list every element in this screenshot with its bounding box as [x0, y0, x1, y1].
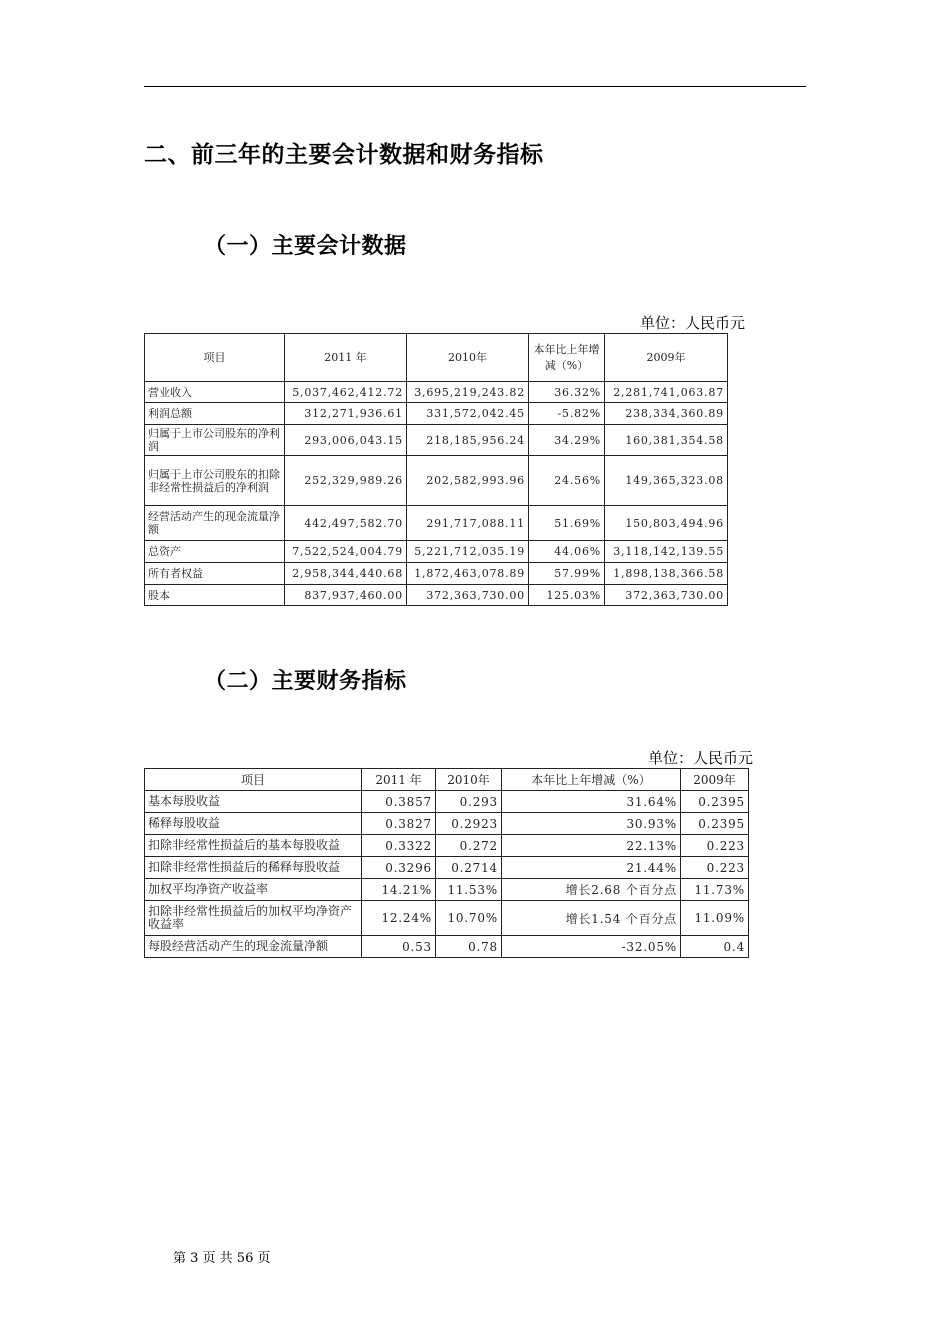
- cell: 0.3322: [362, 835, 436, 857]
- cell: 0.53: [362, 936, 436, 958]
- row-label: 基本每股收益: [145, 791, 362, 813]
- table-header-row: [145, 334, 728, 382]
- cell: 57.99%: [529, 563, 605, 585]
- cell: 12.24%: [362, 901, 436, 936]
- cell: 增长1.54 个百分点: [502, 901, 681, 936]
- cell: 372,363,730.00: [407, 585, 529, 606]
- header-2011: 2011 年: [362, 769, 436, 791]
- cell: 149,365,323.08: [605, 456, 728, 506]
- row-label: 归属于上市公司股东的扣除非经常性损益后的净利润: [145, 456, 285, 506]
- header-2010: 2010年: [407, 334, 529, 382]
- cell: 0.223: [681, 835, 749, 857]
- table-row: [145, 506, 728, 541]
- table-row: [145, 813, 749, 835]
- cell: -32.05%: [502, 936, 681, 958]
- row-label: 所有者权益: [145, 563, 285, 585]
- cell: 0.223: [681, 857, 749, 879]
- financial-indicators-table: [144, 768, 749, 958]
- table-row: [145, 901, 749, 936]
- table-row: [145, 585, 728, 606]
- cell: 252,329,989.26: [285, 456, 407, 506]
- cell: 51.69%: [529, 506, 605, 541]
- row-label: 利润总额: [145, 403, 285, 425]
- subsection-title-financial: （二）主要财务指标: [204, 669, 407, 694]
- cell: 0.4: [681, 936, 749, 958]
- cell: 增长2.68 个百分点: [502, 879, 681, 901]
- cell: -5.82%: [529, 403, 605, 425]
- row-label: 稀释每股收益: [145, 813, 362, 835]
- table-row: [145, 835, 749, 857]
- table-row: [145, 857, 749, 879]
- cell: 218,185,956.24: [407, 425, 529, 456]
- cell: 34.29%: [529, 425, 605, 456]
- cell: 14.21%: [362, 879, 436, 901]
- cell: 0.2395: [681, 791, 749, 813]
- row-label: 加权平均净资产收益率: [145, 879, 362, 901]
- cell: 202,582,993.96: [407, 456, 529, 506]
- cell: 5,037,462,412.72: [285, 382, 407, 403]
- cell: 0.2395: [681, 813, 749, 835]
- row-label: 股本: [145, 585, 285, 606]
- cell: 2,281,741,063.87: [605, 382, 728, 403]
- cell: 1,898,138,366.58: [605, 563, 728, 585]
- section-title: 二、前三年的主要会计数据和财务指标: [144, 142, 544, 168]
- cell: 0.3296: [362, 857, 436, 879]
- cell: 160,381,354.58: [605, 425, 728, 456]
- cell: 0.78: [436, 936, 502, 958]
- table-row: [145, 541, 728, 563]
- subsection-title-accounting: （一）主要会计数据: [204, 234, 407, 259]
- row-label: 归属于上市公司股东的净利润: [145, 425, 285, 456]
- cell: 2,958,344,440.68: [285, 563, 407, 585]
- cell: 1,872,463,078.89: [407, 563, 529, 585]
- cell: 0.3857: [362, 791, 436, 813]
- header-change: 本年比上年增减（%）: [529, 334, 605, 382]
- cell: 150,803,494.96: [605, 506, 728, 541]
- cell: 312,271,936.61: [285, 403, 407, 425]
- cell: 44.06%: [529, 541, 605, 563]
- cell: 21.44%: [502, 857, 681, 879]
- table-header-row: [145, 769, 749, 791]
- cell: 238,334,360.89: [605, 403, 728, 425]
- header-2009: 2009年: [605, 334, 728, 382]
- cell: 10.70%: [436, 901, 502, 936]
- cell: 31.64%: [502, 791, 681, 813]
- table-row: [145, 879, 749, 901]
- cell: 0.293: [436, 791, 502, 813]
- row-label: 扣除非经常性损益后的基本每股收益: [145, 835, 362, 857]
- cell: 30.93%: [502, 813, 681, 835]
- cell: 3,695,219,243.82: [407, 382, 529, 403]
- table-row: [145, 425, 728, 456]
- page-footer: 第 3 页 共 56 页: [173, 1251, 271, 1266]
- cell: 5,221,712,035.19: [407, 541, 529, 563]
- unit-label-2: 单位：人民币元: [648, 749, 754, 767]
- header-2010: 2010年: [436, 769, 502, 791]
- cell: 331,572,042.45: [407, 403, 529, 425]
- header-item: 项目: [145, 769, 362, 791]
- header-2011: 2011 年: [285, 334, 407, 382]
- cell: 291,717,088.11: [407, 506, 529, 541]
- row-label: 每股经营活动产生的现金流量净额: [145, 936, 362, 958]
- table-row: [145, 936, 749, 958]
- cell: 0.2923: [436, 813, 502, 835]
- row-label: 总资产: [145, 541, 285, 563]
- header-item: 项目: [145, 334, 285, 382]
- cell: 293,006,043.15: [285, 425, 407, 456]
- unit-label-1: 单位：人民币元: [640, 314, 746, 332]
- row-label: 营业收入: [145, 382, 285, 403]
- cell: 442,497,582.70: [285, 506, 407, 541]
- row-label: 经营活动产生的现金流量净额: [145, 506, 285, 541]
- cell: 837,937,460.00: [285, 585, 407, 606]
- cell: 7,522,524,004.79: [285, 541, 407, 563]
- cell: 0.2714: [436, 857, 502, 879]
- cell: 125.03%: [529, 585, 605, 606]
- table-row: [145, 456, 728, 506]
- table-row: [145, 403, 728, 425]
- cell: 22.13%: [502, 835, 681, 857]
- row-label: 扣除非经常性损益后的稀释每股收益: [145, 857, 362, 879]
- header-rule: [144, 86, 806, 87]
- header-change: 本年比上年增减（%）: [502, 769, 681, 791]
- cell: 11.73%: [681, 879, 749, 901]
- cell: 24.56%: [529, 456, 605, 506]
- cell: 36.32%: [529, 382, 605, 403]
- table-row: [145, 791, 749, 813]
- cell: 372,363,730.00: [605, 585, 728, 606]
- cell: 0.272: [436, 835, 502, 857]
- cell: 3,118,142,139.55: [605, 541, 728, 563]
- cell: 11.53%: [436, 879, 502, 901]
- row-label: 扣除非经常性损益后的加权平均净资产收益率: [145, 901, 362, 936]
- header-2009: 2009年: [681, 769, 749, 791]
- cell: 11.09%: [681, 901, 749, 936]
- cell: 0.3827: [362, 813, 436, 835]
- table-row: [145, 382, 728, 403]
- table-row: [145, 563, 728, 585]
- accounting-data-table: [144, 333, 728, 606]
